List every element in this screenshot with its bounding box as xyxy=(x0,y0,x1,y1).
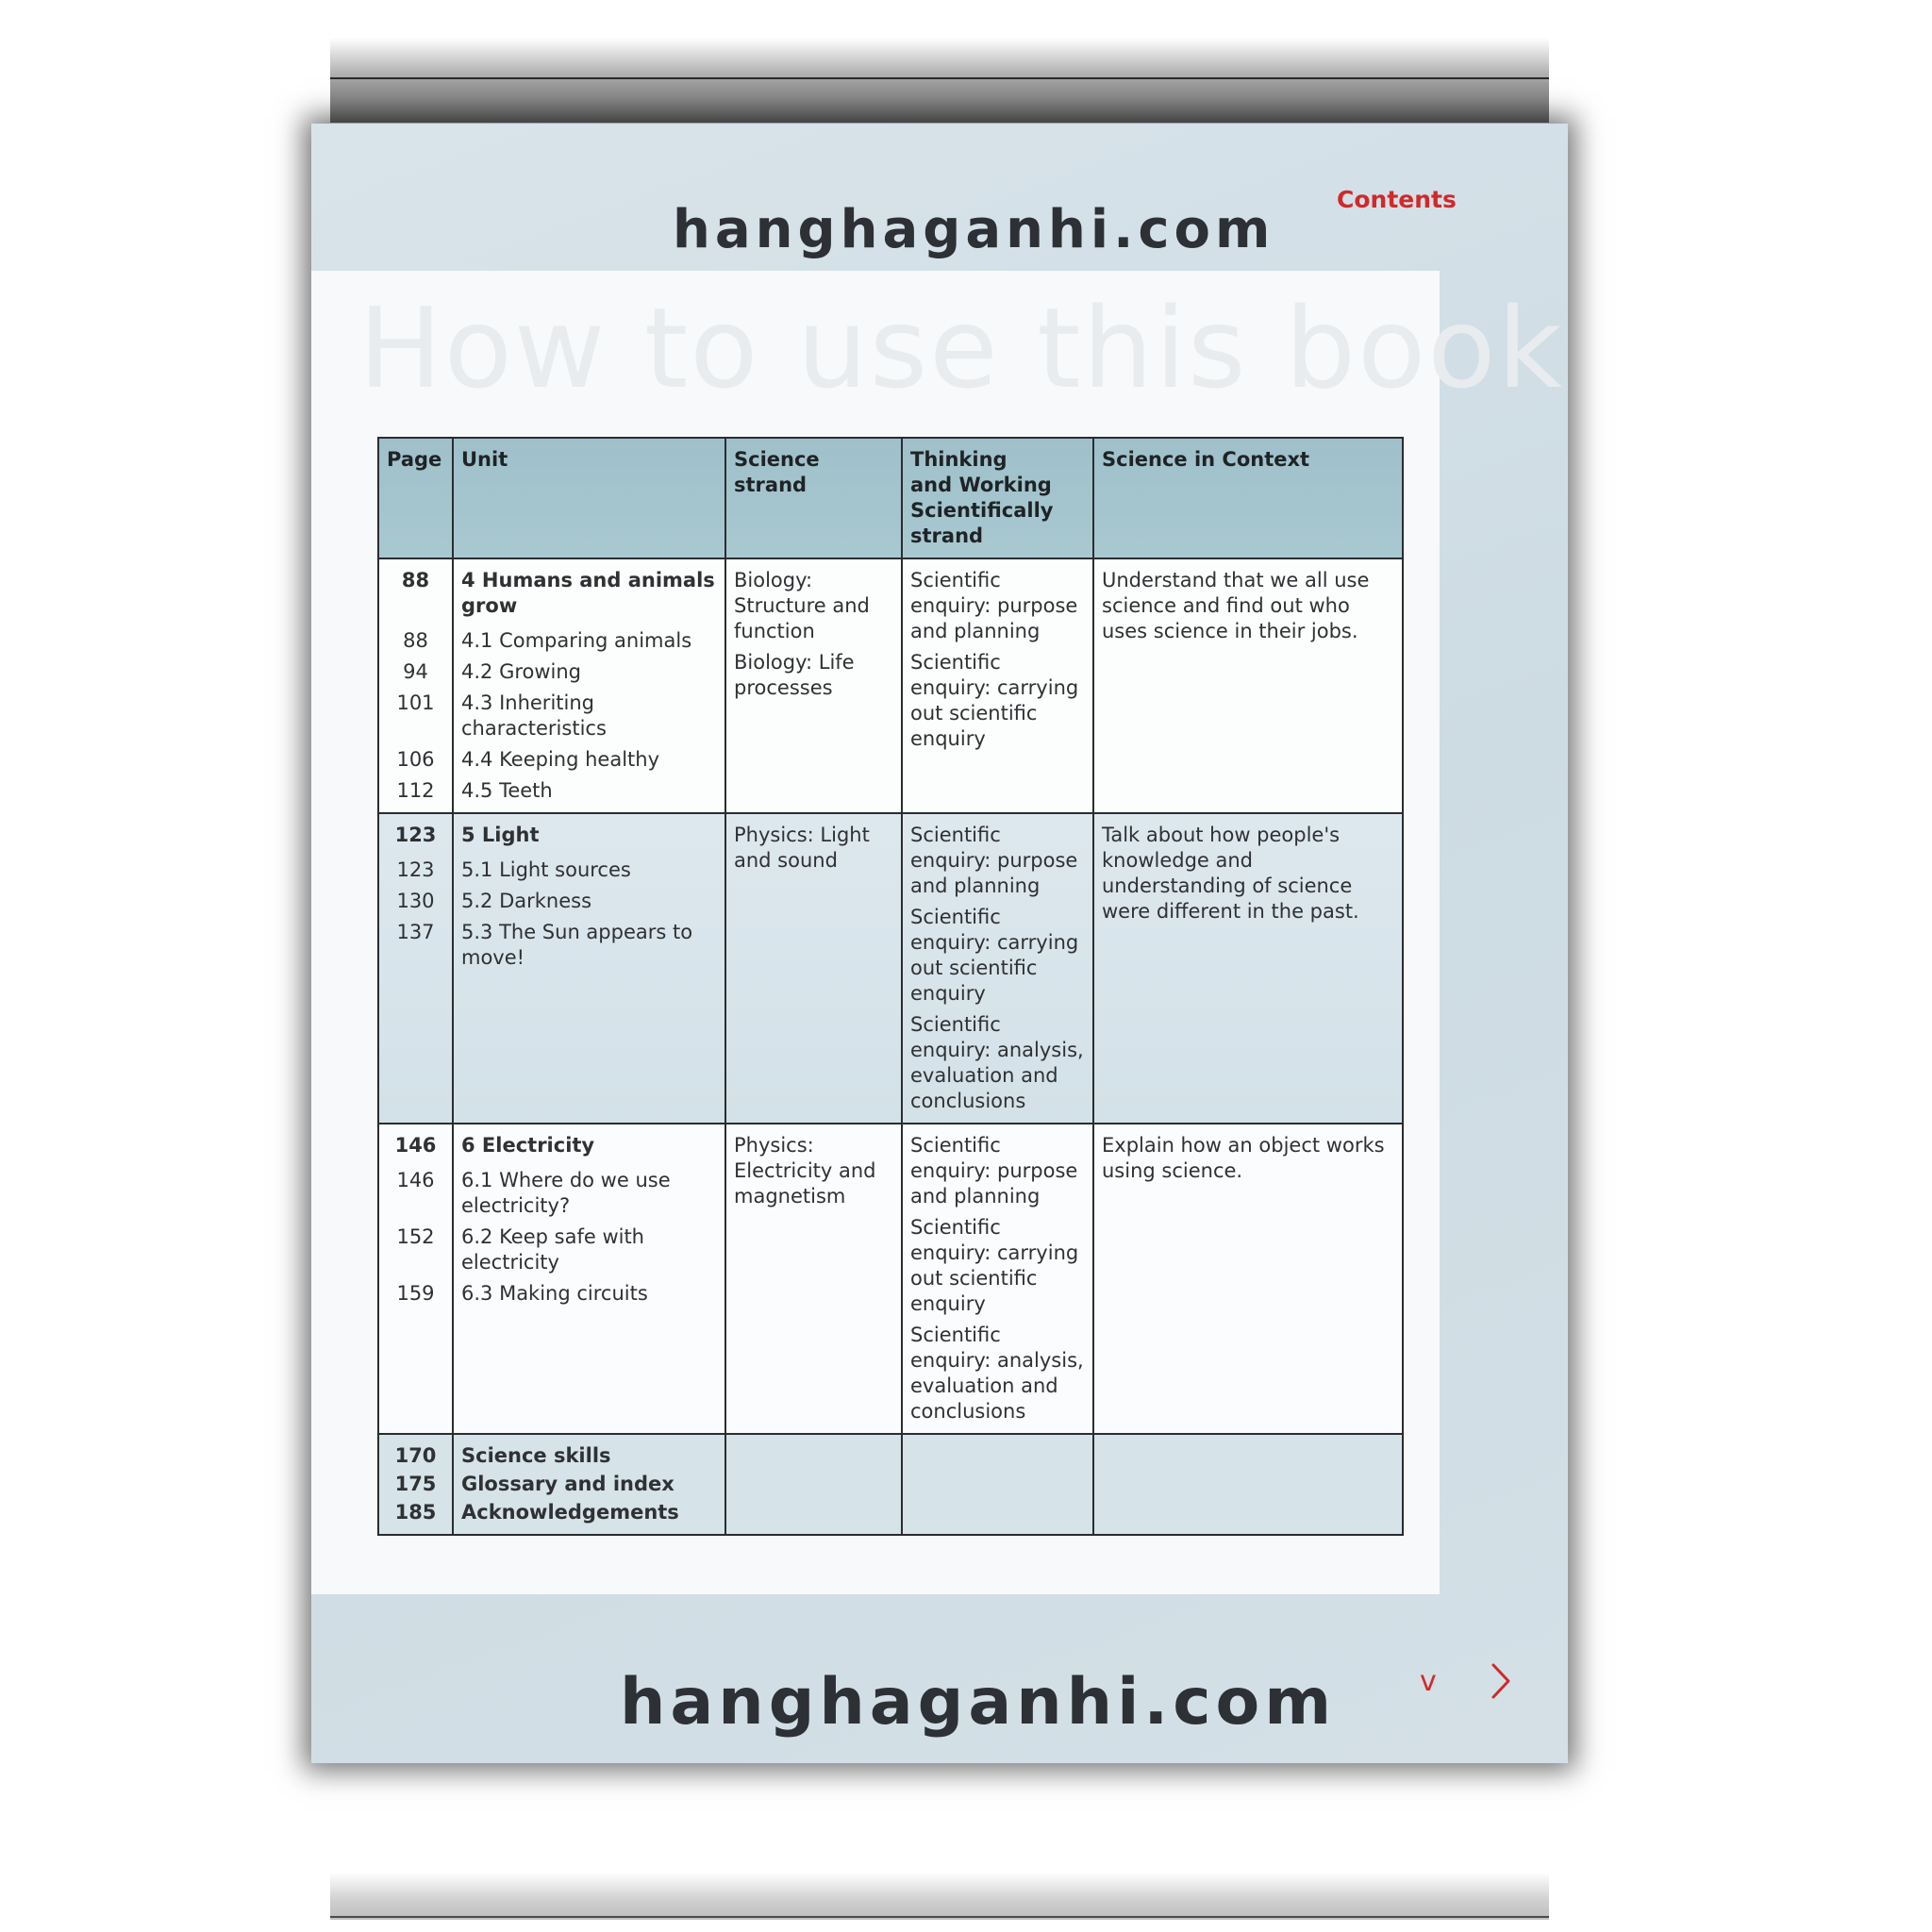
header-science-in-context: Science in Context xyxy=(1093,438,1403,558)
page-cell xyxy=(378,558,453,813)
empty-cell xyxy=(1093,1434,1403,1535)
strand-item: Biology: Life processes xyxy=(734,651,855,699)
end-matter-title: Science skills xyxy=(461,1444,611,1467)
unit-cell xyxy=(453,558,725,813)
tws-item: Scientific enquiry: purpose and planning xyxy=(910,824,1078,897)
end-page-number: 170 xyxy=(394,1444,437,1467)
page-cell xyxy=(378,1434,453,1535)
unit-title: 4 Humans and animals grow xyxy=(461,569,715,617)
subunit-title: 6.2 Keep safe with electricity xyxy=(461,1225,644,1274)
subunit-title: 4.3 Inheriting characteristics xyxy=(461,691,607,740)
subunit-page: 101 xyxy=(396,691,435,714)
subunit-page: 159 xyxy=(396,1282,435,1305)
subunit-title: 5.2 Darkness xyxy=(461,890,592,912)
header-line: strand xyxy=(910,525,984,547)
subunit-page: 130 xyxy=(396,890,435,912)
strand-cell xyxy=(725,558,902,813)
unit-cell xyxy=(453,1124,725,1434)
tws-item: Scientific enquiry: carrying out scientific enquiry xyxy=(910,1216,1079,1315)
header-unit: Unit xyxy=(453,438,725,558)
tws-item: Scientific enquiry: carrying out scientific enquiry xyxy=(910,906,1079,1005)
subunit-title: 6.1 Where do we use electricity? xyxy=(461,1169,671,1217)
strand-cell xyxy=(725,813,902,1124)
contents-link[interactable]: Contents xyxy=(1337,186,1457,213)
subunit-title: 4.5 Teeth xyxy=(461,779,553,802)
table-row-unit-5 xyxy=(378,813,1403,1124)
subunit-page: 94 xyxy=(403,660,428,683)
watermark-bottom: hanghaganhi.com xyxy=(620,1665,1337,1740)
subunit-page: 112 xyxy=(396,779,435,802)
subunit-title: 6.3 Making circuits xyxy=(461,1282,648,1305)
table-row-unit-4 xyxy=(378,558,1403,813)
chevron-right-icon[interactable] xyxy=(1489,1662,1513,1704)
header-science-strand: Science strand xyxy=(725,438,902,558)
header-line: Scientifically xyxy=(910,499,1054,522)
subunit-page: 152 xyxy=(396,1225,435,1248)
page-cell xyxy=(378,813,453,1124)
context-cell xyxy=(1093,558,1403,813)
faded-background-title: How to use this book xyxy=(358,283,1564,413)
tws-item: Scientific enquiry: purpose and planning xyxy=(910,1134,1078,1208)
subunit-title: 4.4 Keeping healthy xyxy=(461,748,660,771)
tws-item: Scientific enquiry: analysis, evaluation and conclusions xyxy=(910,1013,1084,1112)
subunit-page: 137 xyxy=(396,921,435,943)
unit-title: 5 Light xyxy=(461,824,540,846)
unit-page-number: 88 xyxy=(401,569,430,591)
strand-item: Biology: Structure and function xyxy=(734,569,870,642)
tws-item: Scientific enquiry: purpose and planning xyxy=(910,569,1078,642)
tws-item: Scientific enquiry: analysis, evaluation and conclusions xyxy=(910,1324,1084,1423)
subunit-title: 4.1 Comparing animals xyxy=(461,629,692,652)
unit-cell xyxy=(453,813,725,1124)
subunit-page: 106 xyxy=(396,748,435,771)
strand-item: Physics: Light and sound xyxy=(734,824,870,872)
unit-cell xyxy=(453,1434,725,1535)
end-page-number: 185 xyxy=(394,1501,437,1524)
header-page: Page xyxy=(378,438,453,558)
tws-cell xyxy=(902,558,1093,813)
header-line: and Working xyxy=(910,474,1052,496)
page-divider-top xyxy=(330,77,1549,79)
table-row-end-matter xyxy=(378,1434,1403,1535)
context-text: Talk about how people's knowledge and understanding of science were different in the past. xyxy=(1102,824,1359,923)
strand-item: Physics: Electricity and magnetism xyxy=(734,1134,876,1208)
end-page-number: 175 xyxy=(394,1473,437,1495)
subunit-page: 88 xyxy=(403,629,428,652)
page-divider-bottom xyxy=(330,1916,1549,1918)
context-text: Explain how an object works using science. xyxy=(1102,1134,1385,1182)
context-cell xyxy=(1093,813,1403,1124)
header-line: Thinking xyxy=(910,448,1008,471)
subunit-page: 123 xyxy=(396,858,435,881)
subunit-page: 146 xyxy=(396,1169,435,1191)
tws-cell xyxy=(902,1124,1093,1434)
strand-cell xyxy=(725,1124,902,1434)
unit-page-number: 146 xyxy=(394,1134,437,1157)
watermark-top: hanghaganhi.com xyxy=(673,199,1275,260)
empty-cell xyxy=(902,1434,1093,1535)
header-thinking-working xyxy=(902,438,1093,558)
next-page-edge xyxy=(330,1873,1549,1920)
nav-down-button[interactable]: v xyxy=(1420,1665,1437,1698)
page-cell xyxy=(378,1124,453,1434)
previous-page-edge xyxy=(330,38,1549,123)
subunit-title: 5.1 Light sources xyxy=(461,858,631,881)
context-cell xyxy=(1093,1124,1403,1434)
empty-cell xyxy=(725,1434,902,1535)
end-matter-title: Glossary and index xyxy=(461,1473,675,1495)
tws-cell xyxy=(902,813,1093,1124)
end-matter-title: Acknowledgements xyxy=(461,1501,679,1524)
subunit-title: 5.3 The Sun appears to move! xyxy=(461,921,693,969)
contents-table xyxy=(377,437,1404,1536)
subunit-title: 4.2 Growing xyxy=(461,660,582,683)
table-row-unit-6 xyxy=(378,1124,1403,1434)
unit-page-number: 123 xyxy=(394,824,437,846)
tws-item: Scientific enquiry: carrying out scientific enquiry xyxy=(910,651,1079,750)
unit-title: 6 Electricity xyxy=(461,1134,595,1157)
context-text: Understand that we all use science and find out who uses science in their jobs. xyxy=(1102,569,1370,642)
table-header-row xyxy=(378,438,1403,558)
